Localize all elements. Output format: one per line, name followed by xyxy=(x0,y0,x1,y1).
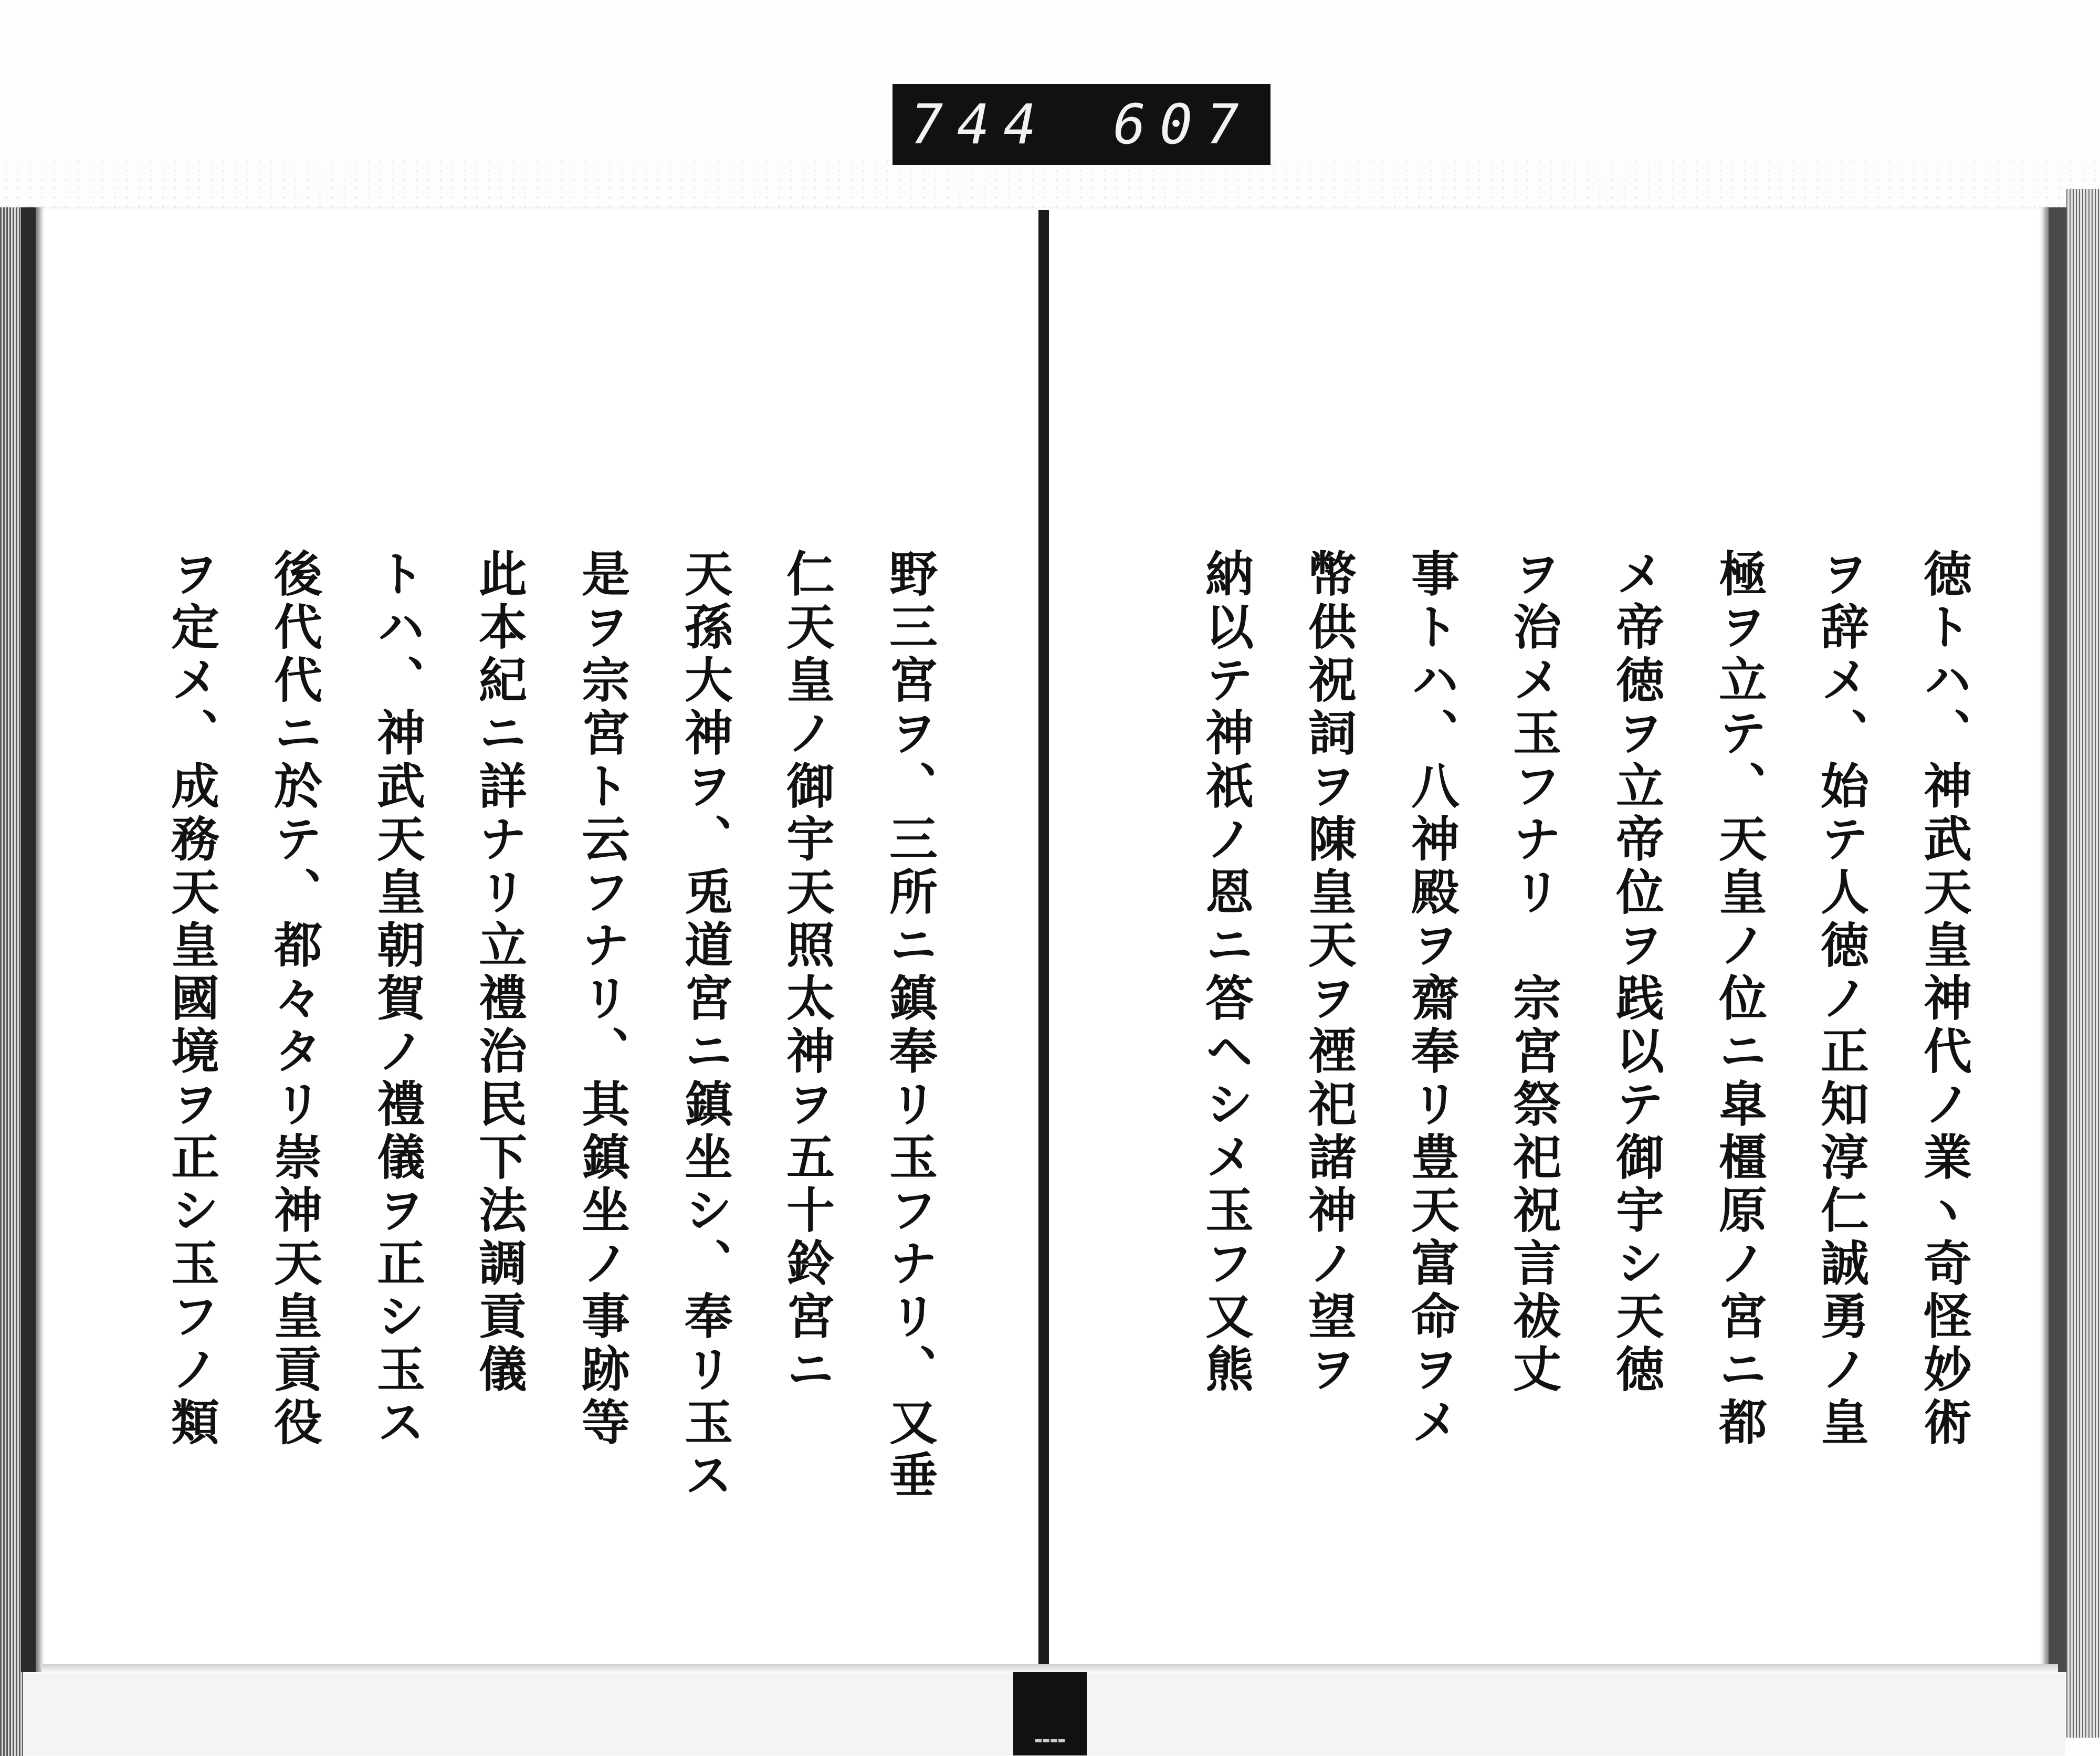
left-page-column-7: 後代代ニ於テ、都々タリ崇神天皇貢役 xyxy=(266,549,323,1450)
left-page-column-8: ヲ定メ、成務天皇國境ヲ正シ玉フノ類 xyxy=(163,549,220,1450)
right-page-column-5: ヲ治メ玉フナリ 宗宮祭祀祝言祓丈 xyxy=(1505,549,1562,1397)
left-page-column-5: 此本紀ニ詳ナリ立禮治民下法調貢儀 xyxy=(471,549,528,1397)
scan-noise xyxy=(0,157,2100,215)
right-page-column-8: 納以テ神祇ノ恩ニ答ヘシメ玉フ又熊 xyxy=(1198,549,1254,1397)
left-page-column-2: 仁天皇ノ御宇天照太神ヲ五十鈴宮ニ xyxy=(779,549,835,1397)
left-page-column-4: 是ヲ宗宮ト云フナリ、其鎮坐ノ事跡等 xyxy=(574,549,631,1450)
call-number-left: 744 xyxy=(910,92,1050,156)
spine-foot xyxy=(1013,1672,1087,1755)
call-number-label xyxy=(892,84,1270,165)
left-page-column-1: 野三宮ヲ、三所ニ鎮奉リ玉フナリ、又垂 xyxy=(881,549,938,1503)
left-page-column-6: トハ、神武天皇朝賀ノ禮儀ヲ正シ玉ス xyxy=(369,549,426,1450)
right-page-column-3: 極ヲ立テ、天皇ノ位ニ皐橿原ノ宮ニ都 xyxy=(1711,549,1768,1450)
call-number-right: 607 xyxy=(1113,92,1253,156)
right-page-column-4: メ帝徳ヲ立帝位ヲ践以テ御宇シ天徳 xyxy=(1608,549,1665,1397)
right-page-edges xyxy=(2066,189,2100,1738)
left-page-column-3: 天孫大神ヲ、兎道宮ニ鎮坐シ、奉リ玉ス xyxy=(677,549,733,1503)
left-page-edges xyxy=(0,207,23,1756)
right-page-column-6: 事トハ、八神殿ヲ齋奉リ豊天富命ヲメ xyxy=(1403,549,1460,1450)
right-page-column-1: 徳トハ、神武天皇神代ノ業ヽ奇怪妙術 xyxy=(1916,549,1972,1450)
right-page-column-7: 幣供祝詞ヲ陳皇天ヲ禋祀諸神ノ望ヲ xyxy=(1300,549,1357,1397)
right-page-column-2: ヲ辞メ、始テ人徳ノ正知淳仁誠勇ノ皇 xyxy=(1813,549,1870,1450)
book-gutter xyxy=(1038,210,1049,1680)
